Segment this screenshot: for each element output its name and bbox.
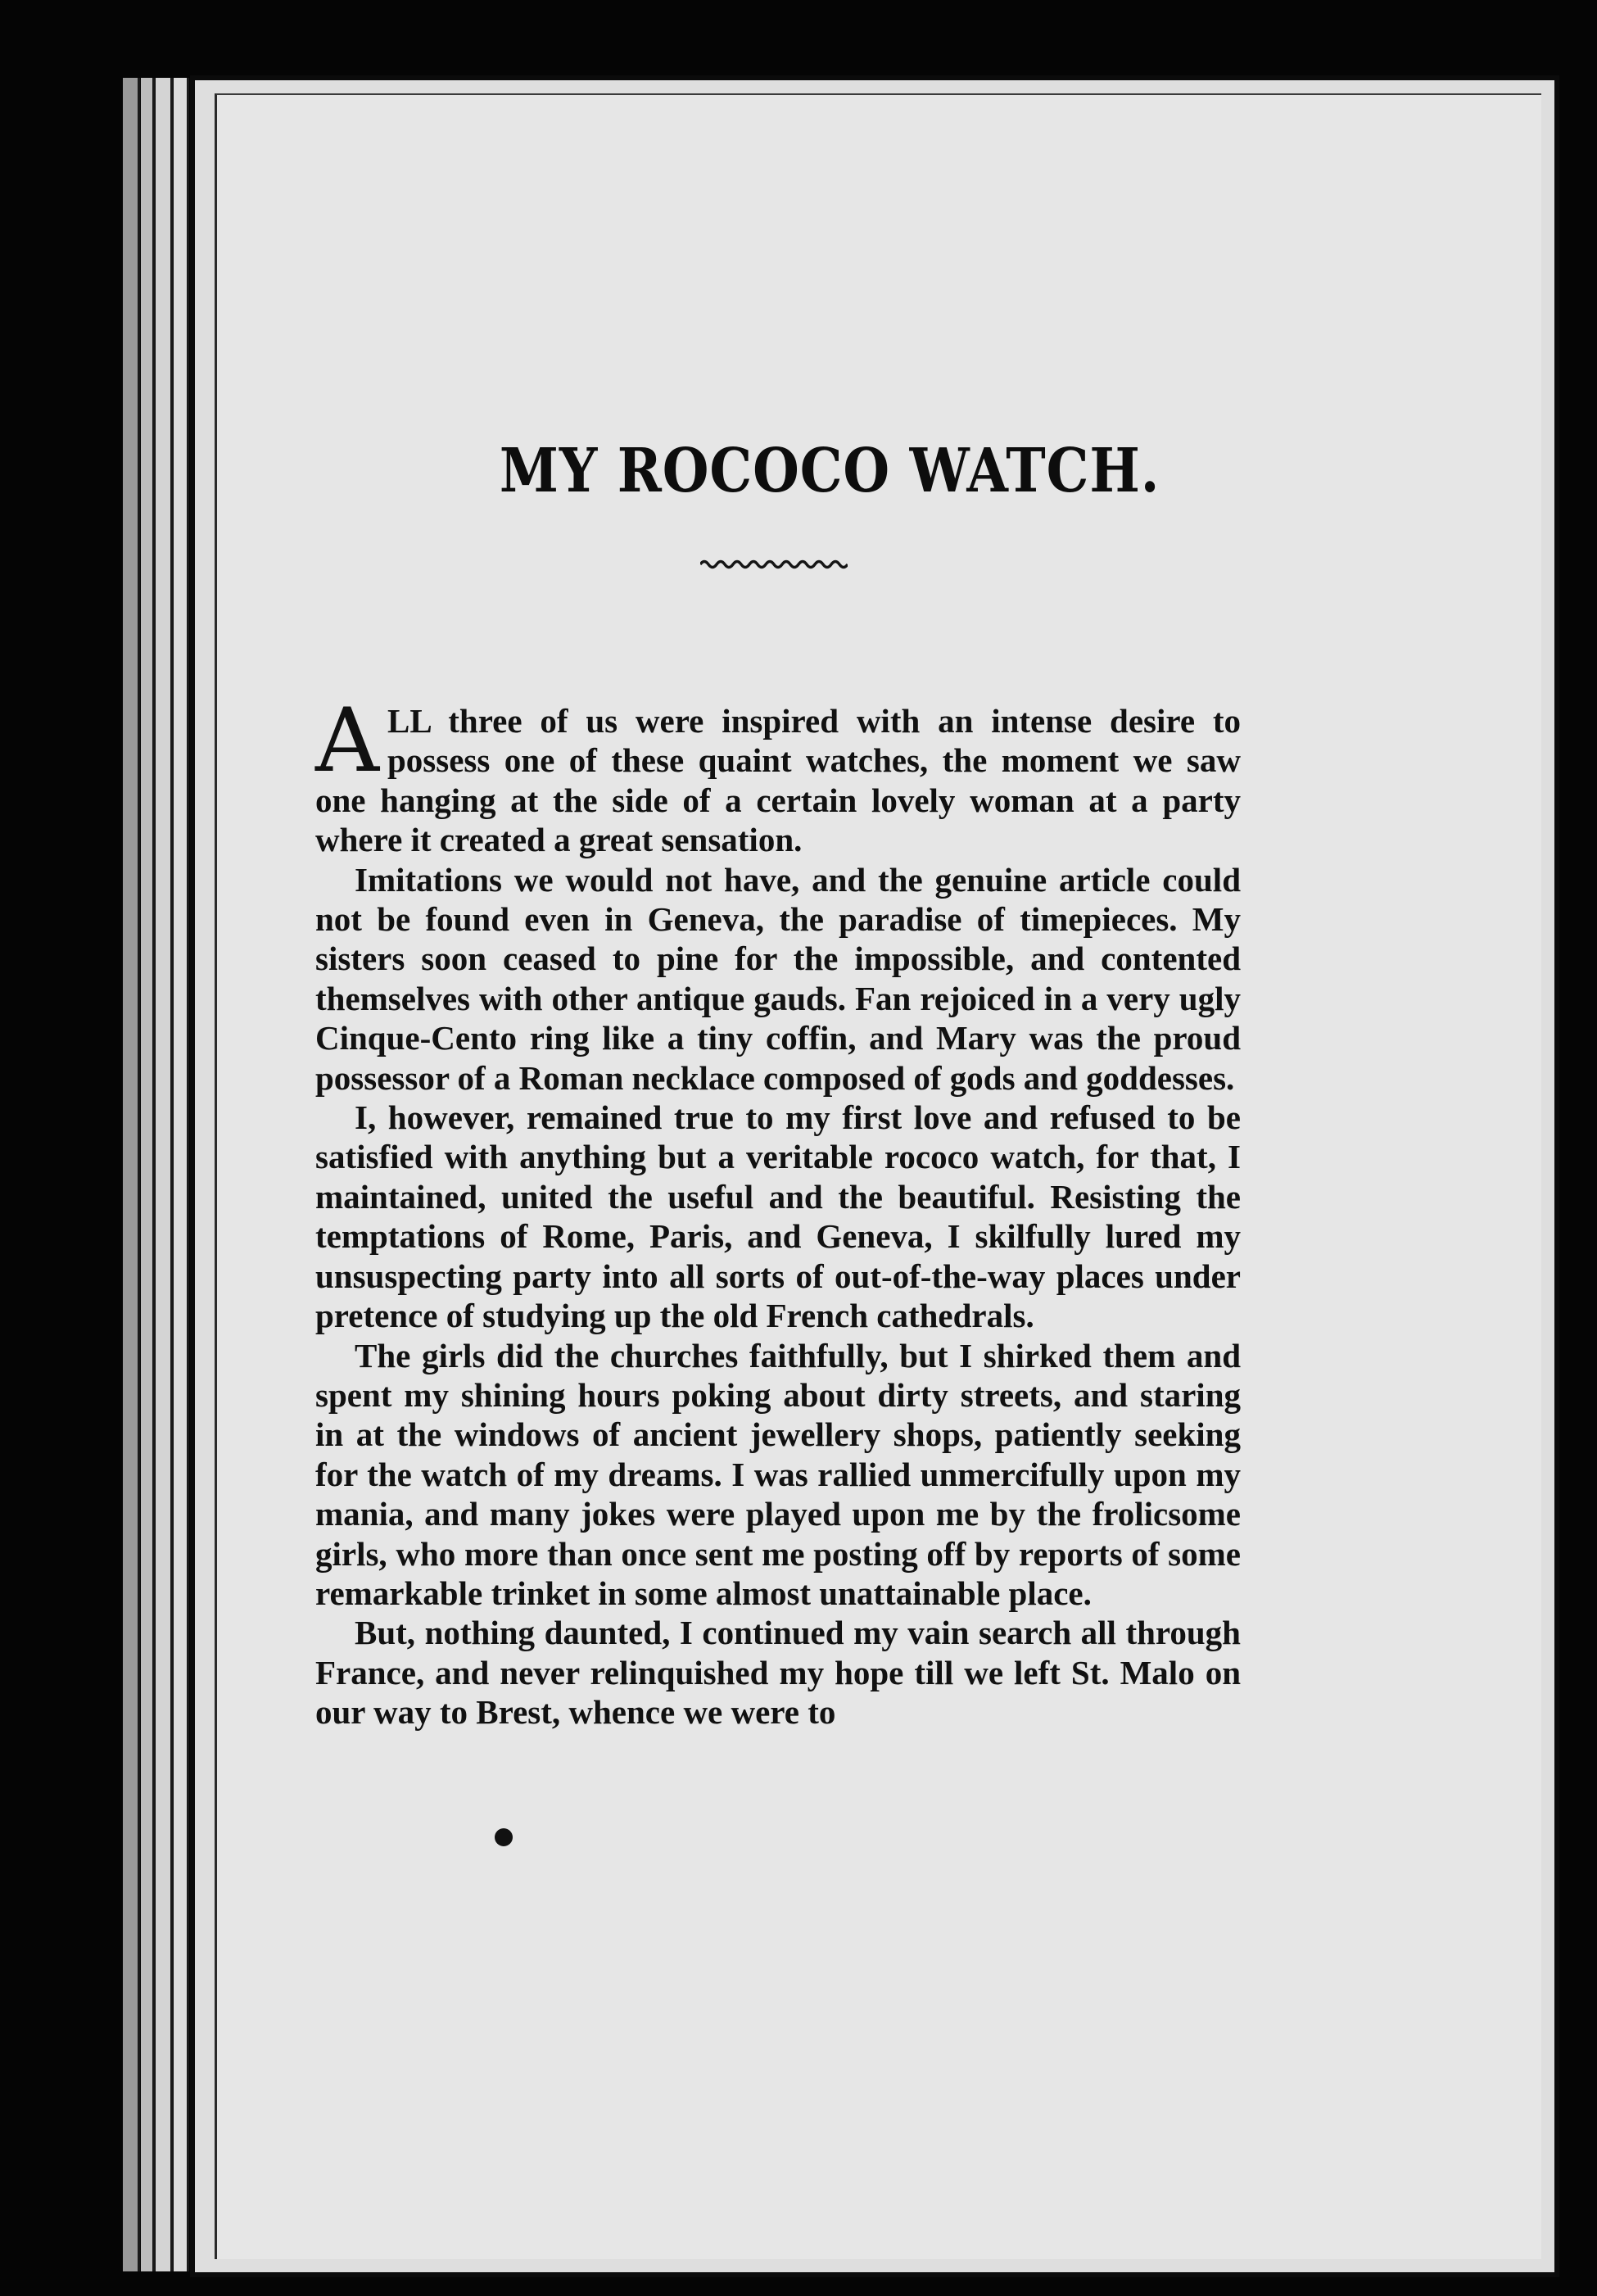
paragraph-text: Imitations we would not have, and the genuine article could not be found even in Geneva, the paradise of timepieces. My sisters soon ceased to pine for the impossible, and contented themselves with other antique gauds. Fan rejoiced in a very ugly Cinque-Cento ring like a tiny coffin, and Mary was the proud possessor of a Roman necklace composed of gods and goddesses.	[315, 860, 1241, 1097]
paragraph	[315, 1613, 1241, 1732]
ink-blot	[495, 1828, 513, 1846]
drop-cap: A	[315, 690, 379, 792]
paragraph	[315, 1336, 1241, 1614]
paragraph-text: LL three of us were inspired with an intense desire to possess one of these quaint watches, the moment we saw one hanging at the side of a certain lovely woman at a party where it created a great sensation.	[315, 702, 1241, 859]
page-edge	[141, 78, 155, 2271]
paragraph-text: But, nothing daunted, I continued my vain search all through France, and never relinquished my hope till we left St. Malo on our way to Brest, whence we were to	[315, 1614, 1241, 1732]
paragraph	[315, 860, 1241, 1098]
page-edge	[156, 78, 173, 2271]
paragraph	[315, 1098, 1241, 1335]
chapter-title: MY ROCOCO WATCH.	[499, 436, 1160, 506]
paragraph	[315, 690, 1241, 860]
paragraph-text: The girls did the churches faithfully, but I shirked them and spent my shining hours poking about dirty streets, and staring in at the windows of ancient jewellery shops, patiently seeking for the watch of my dreams. I was rallied unmercifully upon my mania, and many jokes were played upon me by the frolicsome girls, who more than once sent me posting off by reports of some remarkable trinket in some almost unattainable place.	[315, 1336, 1241, 1612]
paragraph-text: I, however, remained true to my first love and refused to be satisfied with anything but a veritable rococo watch, for that, I maintained, united the useful and the beautiful. Resisting the temptations of Rome, Paris, and Geneva, I skilfully lured my unsuspecting party into all sorts of out-of-the-way places under pretence of studying up the old French cathedrals.	[315, 1098, 1241, 1335]
page-edge	[123, 78, 140, 2271]
page-edge	[174, 78, 189, 2271]
wavy-rule-ornament	[700, 557, 848, 572]
story-text	[315, 690, 1241, 1732]
